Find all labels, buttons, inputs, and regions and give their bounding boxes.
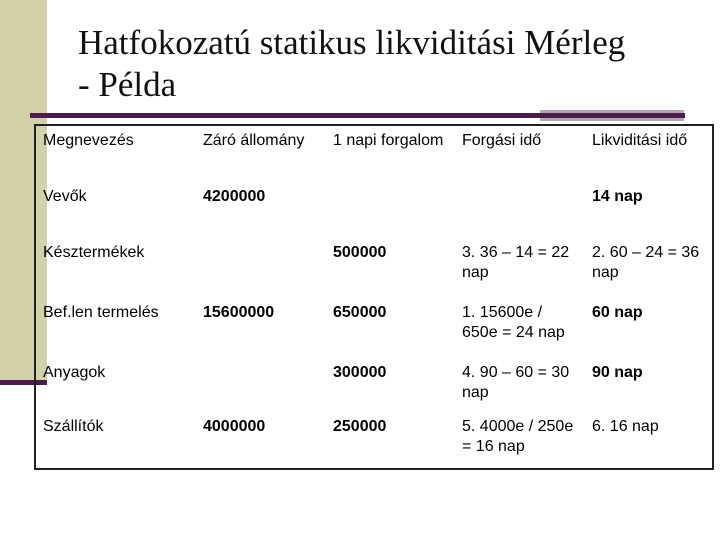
turnover-time-cell <box>455 182 585 238</box>
daily-turnover-cell: 250000 <box>333 418 387 435</box>
header-cell-daily-turnover: 1 napi forgalom <box>333 132 444 149</box>
daily-turnover-cell: 650000 <box>333 304 387 321</box>
daily-turnover-cell: 300000 <box>333 364 387 381</box>
turnover-time-cell: 5. 4000e / 250e = 16 nap <box>462 418 574 455</box>
title-divider <box>30 113 685 118</box>
header-cell-name: Megnevezés <box>43 132 134 149</box>
row-label: Szállítók <box>43 418 104 435</box>
liquidity-time-cell: 60 nap <box>592 304 643 321</box>
table-row <box>36 182 712 238</box>
liquidity-time-cell: 90 nap <box>592 364 643 381</box>
slide-title-line-1: Hatfokozatú statikus likviditási Mérleg <box>78 23 626 62</box>
row-label: Vevők <box>43 188 87 205</box>
slide-title <box>78 22 698 106</box>
turnover-time-cell: 1. 15600e / 650e = 24 nap <box>462 304 565 341</box>
table-row <box>36 238 712 298</box>
closing-stock-cell: 15600000 <box>203 304 275 321</box>
header-cell-turnover-time: Forgási idő <box>462 132 542 149</box>
turnover-time-cell: 4. 90 – 60 = 30 nap <box>462 364 570 401</box>
table-row <box>36 298 712 358</box>
liquidity-time-cell: 14 nap <box>592 188 643 205</box>
row-label: Bef.len termelés <box>43 304 159 321</box>
closing-stock-cell: 4200000 <box>203 188 266 205</box>
daily-turnover-cell <box>326 182 455 238</box>
liquidity-time-cell: 2. 60 – 24 = 36 nap <box>592 244 700 281</box>
closing-stock-cell <box>196 358 326 412</box>
closing-stock-cell <box>196 238 326 298</box>
header-cell-liquidity-time: Likviditási idő <box>592 132 688 149</box>
turnover-time-cell: 3. 36 – 14 = 22 nap <box>462 244 570 281</box>
closing-stock-cell: 4000000 <box>203 418 266 435</box>
table-header-row <box>36 126 712 182</box>
table-row <box>36 412 712 468</box>
row-label: Késztermékek <box>43 244 145 261</box>
header-cell-closing-stock: Záró állomány <box>203 132 305 149</box>
liquidity-table <box>36 126 712 468</box>
liquidity-table-frame <box>34 124 714 470</box>
row-label: Anyagok <box>43 364 106 381</box>
table-row <box>36 358 712 412</box>
daily-turnover-cell: 500000 <box>333 244 387 261</box>
liquidity-time-cell: 6. 16 nap <box>592 418 659 435</box>
slide-title-line-2: - Példa <box>78 65 177 104</box>
